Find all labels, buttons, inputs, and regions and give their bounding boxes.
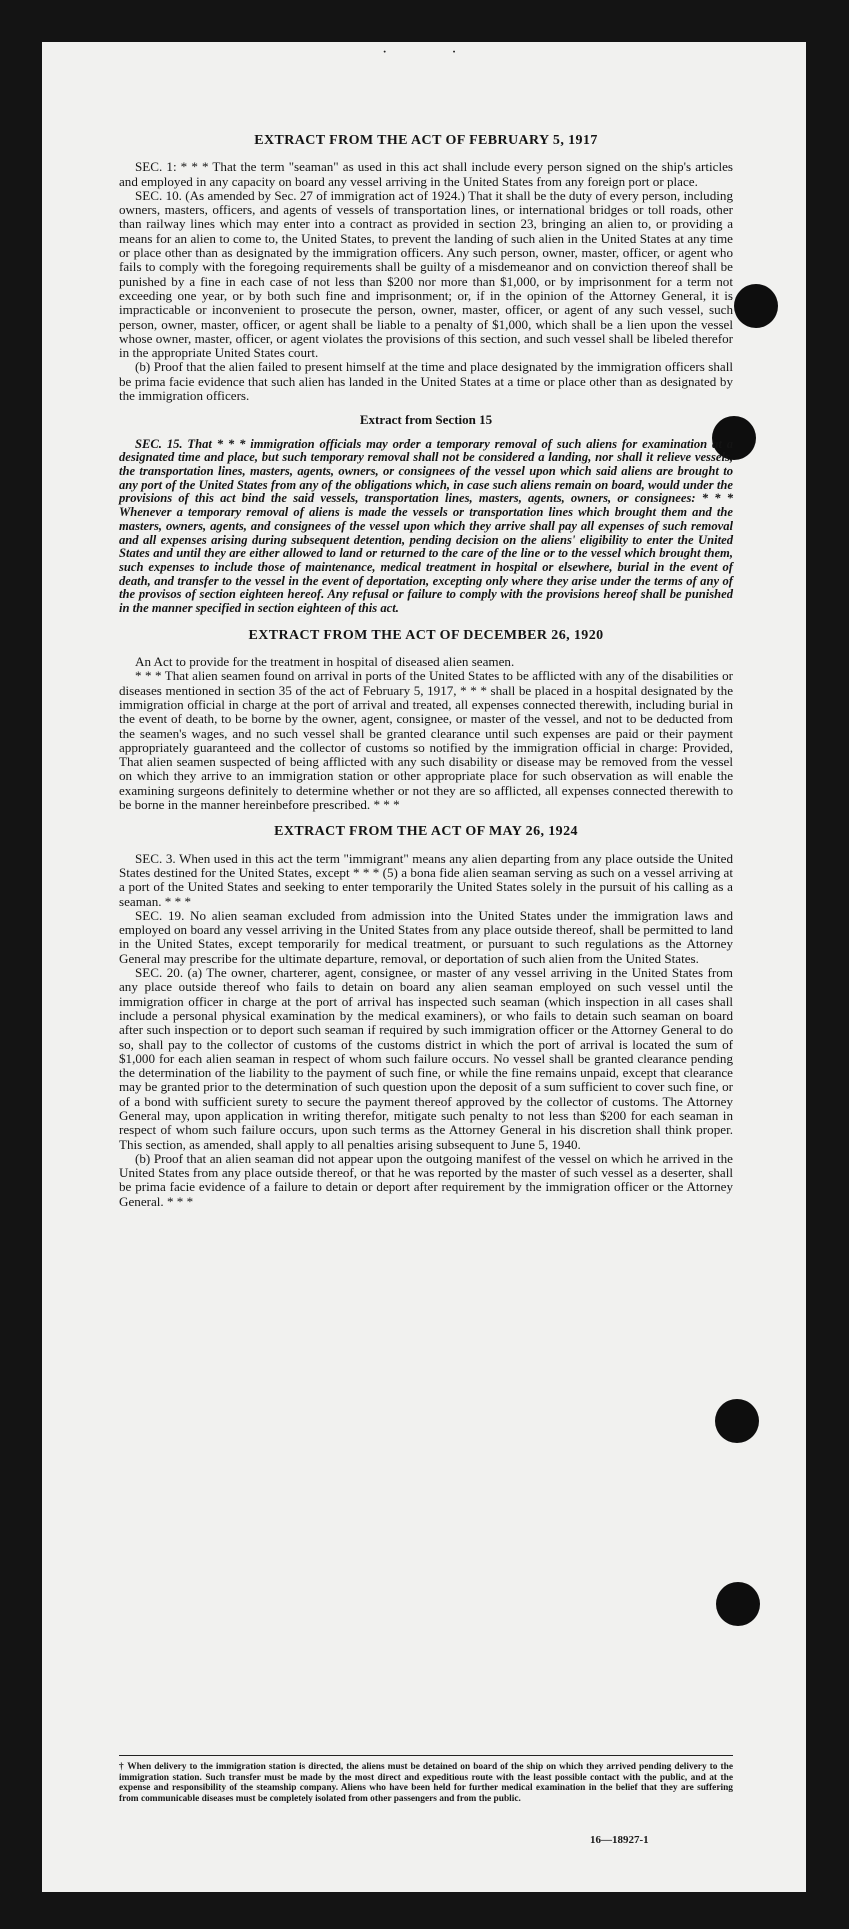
document-body bbox=[119, 134, 733, 1209]
top-marks: · · bbox=[382, 44, 487, 61]
heading-act-1917: EXTRACT FROM THE ACT OF FEBRUARY 5, 1917 bbox=[254, 133, 598, 148]
paragraph-sec-1: SEC. 1: * * * That the term "seaman" as used in this act shall include every person signed on the ship's articles and employed in any capacity on board any vessel arriving in the United States from any foreign port or place. bbox=[119, 159, 733, 189]
paragraph-1920-intro: An Act to provide for the treatment in hospital of diseased alien seamen. bbox=[135, 654, 515, 670]
paragraph-sec-10: SEC. 10. (As amended by Sec. 27 of immigration act of 1924.) That it shall be the duty of every person, including owners, masters, officers, and agents of vessels of transportation lines, or international bridges or toll roads, other than railway lines which may enter into a contract as provided in section 23, bringing an alien to, or providing a means for an alien to come to, the United States, to prevent the landing of such alien in the United States at any time or place other than as designated by the immigration officers. Any such person, owner, master, officer, or agent who fails to comply with the foregoing requirements shall be guilty of a misdemeanor and on conviction thereof shall be punished by a fine in each case of not less than $200 nor more than $1,000, or by imprisonment for a term not exceeding one year, or by both such fine and imprisonment; or, if in the opinion of the Attorney General, it is impracticable or inconvenient to prosecute the person, owner, master, officer, or agent of any such vessel, such person, owner, master, officer, or agent shall be liable to a penalty of $1,000, which shall be a lien upon the vessel whose owner, master, officer, or agent violates the provisions of this section, and such vessel shall be libeled therefor in the appropriate United States court. bbox=[119, 187, 733, 361]
subheading-section-15: Extract from Section 15 bbox=[359, 412, 493, 428]
punch-hole bbox=[716, 1582, 760, 1626]
paragraph-sec-20: SEC. 20. (a) The owner, charterer, agent, consignee, or master of any vessel arriving in the United States from any place outside thereof who fails to detain on board any alien seaman employed on such vessel until the immigration officer in charge at the port of arrival has inspected such seaman (which inspection in all cases shall include a personal physical examination by the medical examiners), or who fails to detain such seaman on board after such inspection or to deport such seaman if required by such immigration officer or the Attorney General to do so, shall pay to the collector of customs of the customs district in which the port of arrival is located the sum of $1,000 for each alien seaman in respect of whom such failure occurs. No vessel shall be granted clearance pending the determination of the liability to the payment of such fine, or while the fine remains unpaid, except that clearance may be granted prior to the determination of such question upon the deposit of a sum sufficient to cover such fine, or of a bond with sufficient surety to secure the payment thereof approved by the collector of customs. The Attorney General may, upon application in writing therefor, mitigate such penalty to not less than $200 for each seaman in respect of whom such failure occurs, upon such terms as the Attorney General in his discretion shall think proper. This section, as amended, shall apply to all penalties arising subsequent to June 5, 1940. bbox=[119, 965, 733, 1152]
document-page bbox=[42, 42, 806, 1892]
paragraph-sec-15: SEC. 15. That * * * immigration officials may order a temporary removal of such aliens for examination at a designated time and place, but such temporary removal shall not be considered a landing, nor shall it relieve vessels, the transportation lines, masters, agents, owners, or consignees of the vessel upon which said aliens are brought to any port of the United States from any of the obligations which, in case such aliens remain on board, would under the provisions of this act bind the said vessels, transportation lines, masters, agents, owners, or consignees: * * * Whenever a temporary removal of aliens is made the vessels or transportation lines which brought them and the masters, owners, agents, and consignees of the vessel upon which they arrive shall pay all expenses of such removal and all expenses arising during subsequent detention, pending decision on the aliens' eligibility to enter the United States and until they are either allowed to land or returned to the care of the line or to the vessel which brought them, such expenses to include those of maintenance, medical treatment in hospital or elsewhere, burial in the event of death, and transfer to the vessel in the event of deportation, excepting only where they arise under the terms of any of the provisos of section eighteen hereof. Any refusal or failure to comply with the provisions hereof shall be punished in the manner specified in section eighteen of this act. bbox=[119, 436, 733, 616]
form-number: 16—18927-1 bbox=[590, 1834, 649, 1846]
paragraph-sec-10b: (b) Proof that the alien failed to present himself at the time and place designated by the immigration officers shall be prima facie evidence that such alien has landed in the United States at a time or place other than as designated by the immigration officers. bbox=[119, 359, 733, 404]
footnote: † When delivery to the immigration station is directed, the aliens must be detained on board of the ship on which they arrived pending delivery to the immigration station. Such transfer must be made by the most direct and expeditious route with the least possible contact with the public, and at the expense and responsibility of the steamship company. Aliens who have been held for further medical examination in the belief that they are suffering from communicable diseases must be completely isolated from other passengers and from the public. bbox=[119, 1755, 733, 1804]
paragraph-sec-19: SEC. 19. No alien seaman excluded from admission into the United States under the immigration laws and employed on board any vessel arriving in the United States from any place outside thereof, shall be permitted to land in the United States, except temporarily for medical treatment, or pursuant to such regulations as the Attorney General may prescribe for the ultimate departure, removal, or deportation of such alien from the United States. bbox=[119, 907, 733, 966]
punch-hole bbox=[715, 1399, 759, 1443]
paragraph-sec-20b: (b) Proof that an alien seaman did not appear upon the outgoing manifest of the vessel on which he arrived in the United States from any place outside thereof, or that he was reported by the master of such vessel as a deserter, shall be prima facie evidence of a failure to detain or deport after requirement by the immigration officer or the Attorney General. * * * bbox=[119, 1150, 733, 1209]
section-15-block bbox=[119, 438, 733, 616]
paragraph-sec-3: SEC. 3. When used in this act the term "immigrant" means any alien departing from any place outside the United States destined for the United States, except * * * (5) a bona fide alien seaman serving as such on a vessel arriving at a port of the United States and seeking to enter temporarily the United States solely in the pursuit of his calling as a seaman. * * * bbox=[119, 850, 733, 909]
paragraph-1920: * * * That alien seamen found on arrival in ports of the United States to be afflicted with any of the disabilities or diseases mentioned in section 35 of the act of February 5, 1917, * * * shall be placed in a hospital designated by the immigration official in charge at the port of arrival and treated, all expenses connected therewith, including burial in the event of death, to be borne by the owner, agent, consignee, or master of the vessel, and not to be deducted from the seamen's wages, and no such vessel shall be granted clearance until such expenses are paid or their payment appropriately guaranteed and the collector of customs so notified by the immigration official in charge: Provided, That alien seamen suspected of being afflicted with any such disability or disease may be removed from the vessel on which they arrive to an immigration station or other appropriate place for such observation as will enable the examining surgeons definitely to determine whether or not they are so afflicted, all expenses connected therewith to be borne in the manner hereinbefore prescribed. * * * bbox=[119, 668, 733, 813]
heading-act-1920: EXTRACT FROM THE ACT OF DECEMBER 26, 1920 bbox=[248, 627, 604, 643]
spacer bbox=[119, 616, 733, 629]
punch-hole bbox=[734, 284, 778, 328]
heading-act-1924: EXTRACT FROM THE ACT OF MAY 26, 1924 bbox=[274, 824, 578, 840]
